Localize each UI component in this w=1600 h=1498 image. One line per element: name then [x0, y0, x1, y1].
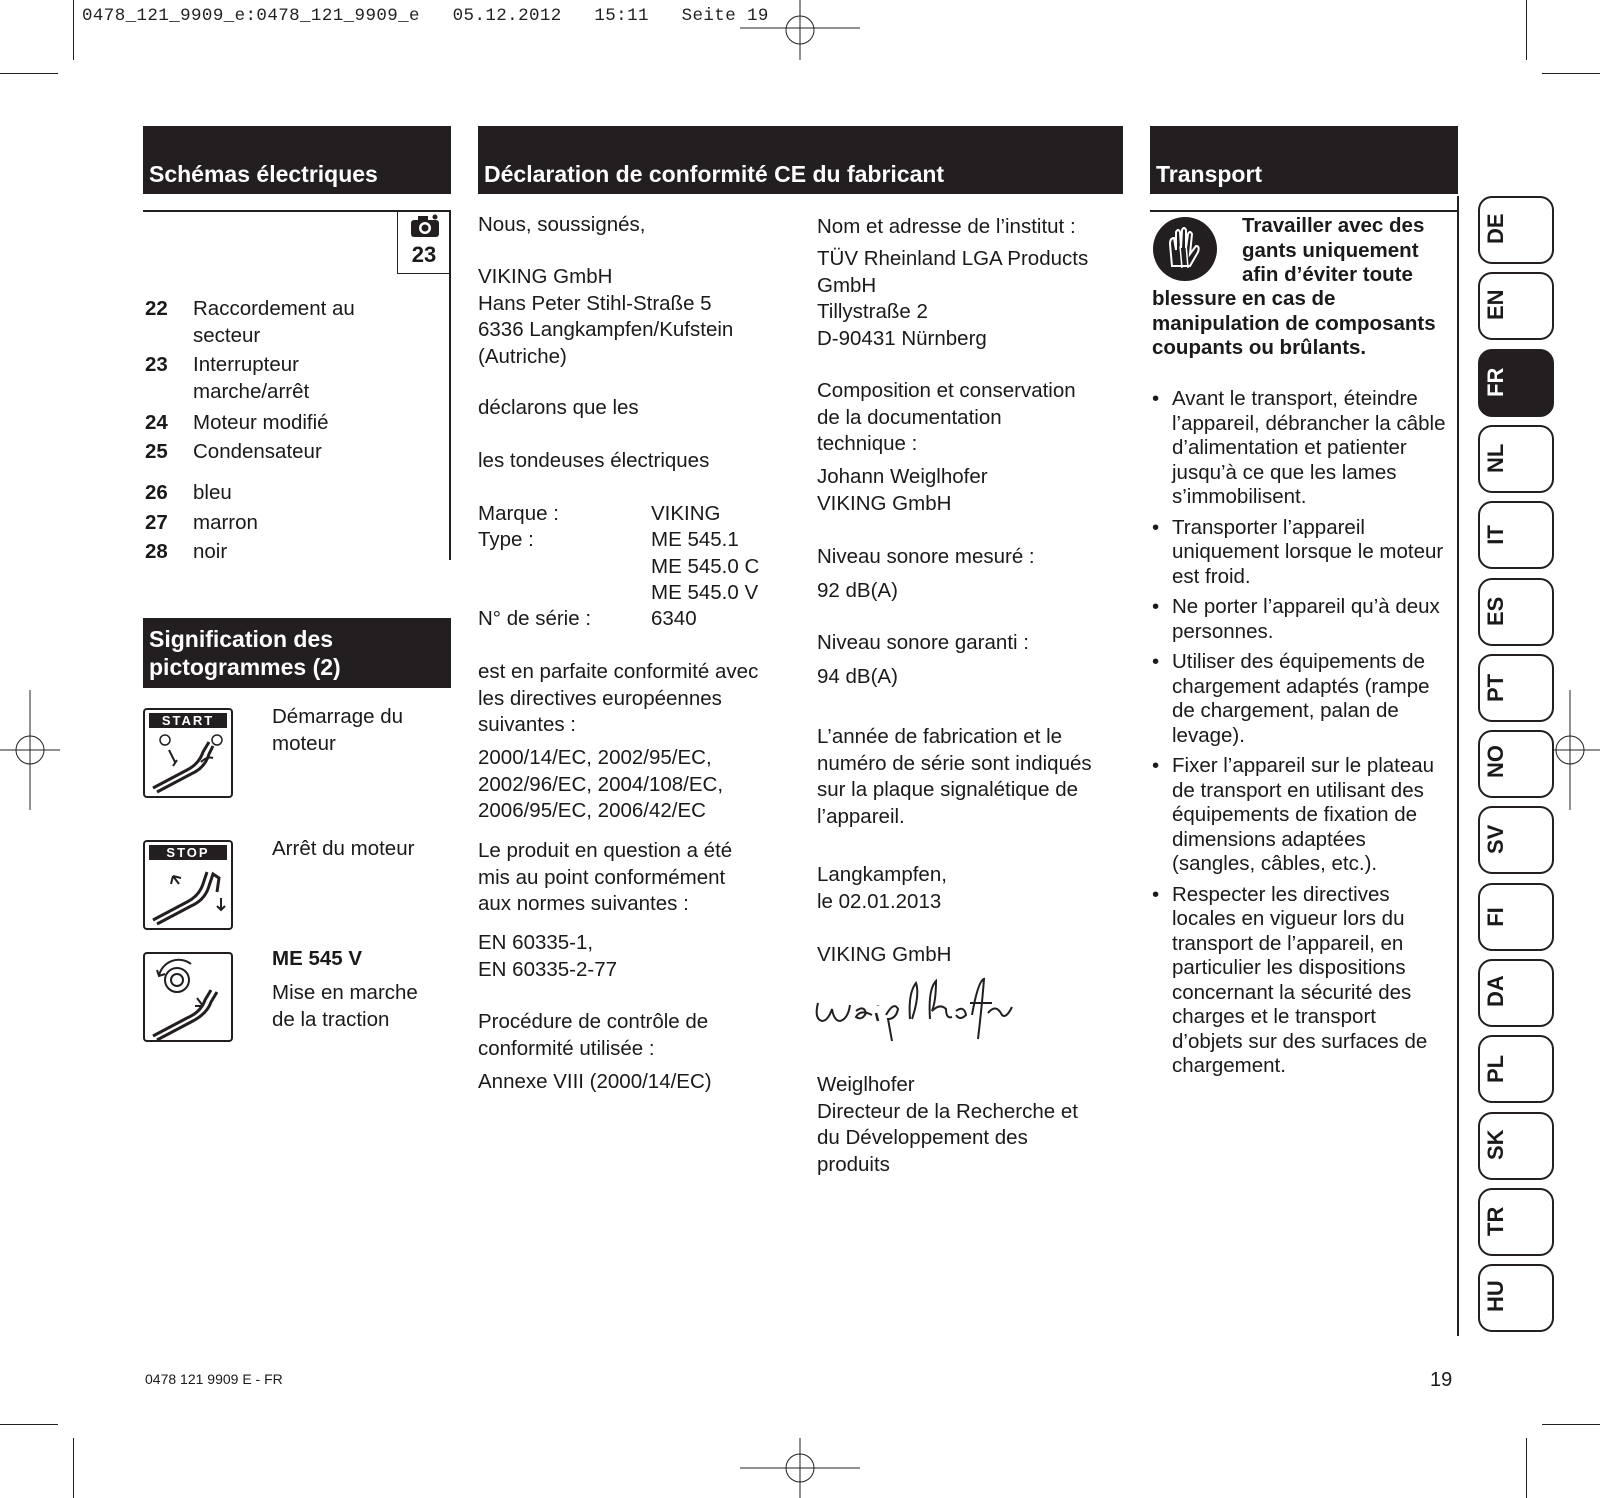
legend-number: 23 — [145, 353, 168, 376]
tab-tr[interactable] — [1478, 1188, 1554, 1256]
registration-mark-bottom — [740, 1438, 860, 1498]
pictogram-drive-text: Mise en marche de la traction — [272, 981, 418, 1031]
legend-item — [145, 296, 355, 349]
legend-label: marron — [193, 511, 258, 534]
signer-block: Weiglhofer Directeur de la Recherche et du Développement des produits — [817, 1073, 1078, 1176]
drive-engage-icon — [147, 956, 231, 1040]
transport-instruction: • Avant le transport, éteindre l’appareil, débrancher la câble d’alimentation et patienter jusqu’à ce que les lames s’immobilisent. — [1150, 387, 1450, 510]
legend-number: 27 — [145, 511, 168, 534]
registration-mark-left — [0, 690, 60, 810]
guaranteed-noise-label: Niveau sonore garanti : — [817, 631, 1029, 654]
legend-label: Interrupteur marche/arrêt — [193, 353, 310, 403]
tab-label: NO — [1483, 745, 1508, 779]
tab-hu[interactable] — [1478, 1264, 1554, 1332]
legend-label: noir — [193, 540, 228, 563]
legend-item — [145, 539, 227, 566]
transport-instruction: • Ne porter l’appareil qu’à deux personnes. — [1150, 595, 1450, 644]
institute-label: Nom et adresse de l’institut : — [817, 215, 1076, 238]
stop-badge: STOP — [149, 845, 227, 860]
legend-number: 22 — [145, 297, 168, 320]
standards-statement: Le produit en question a été mis au point conformément aux normes suivantes : — [478, 839, 733, 915]
transport-instruction: • Transporter l’appareil uniquement lorsque le moteur est froid. — [1150, 516, 1450, 590]
tab-label: IT — [1483, 525, 1508, 545]
transport-instructions-list — [1150, 387, 1450, 1085]
measured-noise-value: 92 dB(A) — [817, 579, 898, 602]
legend-number: 26 — [145, 481, 168, 504]
tab-en[interactable] — [1478, 272, 1554, 340]
tab-es[interactable] — [1478, 578, 1554, 646]
warning-text-top: Travailler avec des gants uniquement afin d’éviter toute — [1242, 214, 1425, 286]
pictogram-stop — [143, 840, 233, 930]
pictogram-start — [143, 708, 233, 798]
tab-no[interactable] — [1478, 730, 1554, 798]
legend-number: 25 — [145, 440, 168, 463]
manufacturer-address: VIKING GmbH Hans Peter Stihl-Straße 5 6336 Langkampfen/Kufstein (Autriche) — [478, 265, 734, 368]
legend-item — [145, 352, 309, 405]
gloves-icon — [1152, 216, 1218, 282]
camera-icon — [410, 214, 440, 238]
section-header-transport: Transport — [1150, 126, 1458, 194]
tabs-spine — [1457, 196, 1459, 1336]
start-badge: START — [149, 713, 227, 728]
procedure-value: Annexe VIII (2000/14/EC) — [478, 1070, 712, 1093]
legend-number: 28 — [145, 540, 168, 563]
directives-list: 2000/14/EC, 2002/95/EC, 2002/96/EC, 2004/108/EC, 2006/95/EC, 2006/42/EC — [478, 746, 724, 822]
tab-sv[interactable] — [1478, 806, 1554, 874]
tab-label: EN — [1483, 289, 1508, 321]
registration-mark-top — [740, 0, 860, 60]
section-header-schemas: Schémas électriques — [143, 126, 451, 194]
legend-item — [145, 510, 258, 537]
tab-label: DE — [1483, 213, 1508, 244]
print-header: 0478_121_9909_e:0478_121_9909_e 05.12.2012 15:11 Seite 19 — [82, 6, 769, 26]
tab-label: FR — [1483, 367, 1508, 397]
year-serial-note: L’année de fabrication et le numéro de série sont indiqués sur la plaque signalétique de l’appareil. — [817, 725, 1092, 828]
serial-label: N° de série : — [478, 607, 592, 630]
tab-sk[interactable] — [1478, 1112, 1554, 1180]
legend-label: bleu — [193, 481, 232, 504]
stop-engine-icon — [147, 862, 231, 926]
company-name: VIKING GmbH — [817, 943, 952, 966]
procedure-label: Procédure de contrôle de conformité utilisée : — [478, 1010, 709, 1060]
transport-instruction: • Fixer l’appareil sur le plateau de transport en utilisant des équipements de fixation de dimensions adaptées (sangles, câbles, etc.). — [1150, 754, 1450, 877]
page-number: 19 — [1430, 1369, 1453, 1391]
pictogram-drive-title: ME 545 V — [272, 947, 363, 970]
pictogram-stop-text: Arrêt du moteur — [272, 837, 415, 860]
legend-item — [145, 439, 322, 466]
tab-label: TR — [1483, 1206, 1508, 1236]
tab-de[interactable] — [1478, 196, 1554, 264]
type-label: Type : — [478, 528, 534, 551]
tab-label: ES — [1483, 596, 1508, 626]
section-header-declaration: Déclaration de conformité CE du fabricant — [478, 126, 1123, 194]
tab-nl[interactable] — [1478, 425, 1554, 493]
tab-fr[interactable] — [1478, 349, 1554, 417]
legend-label: Raccordement au secteur — [193, 297, 355, 347]
tab-it[interactable] — [1478, 501, 1554, 569]
legend-item — [145, 410, 329, 437]
declaration-intro: Nous, soussignés, — [478, 213, 646, 236]
tab-pt[interactable] — [1478, 654, 1554, 722]
tab-label: DA — [1483, 975, 1508, 1007]
standards-list: EN 60335-1, EN 60335-2-77 — [478, 931, 618, 981]
legend-item — [145, 480, 232, 507]
tab-label: SK — [1483, 1129, 1508, 1160]
transport-instruction: • Respecter les directives locales en vigueur lors du transport de l’appareil, en particulier les dispositions concernant la sécurité des charges et le transport d’objets sur des surfaces de chargement. — [1150, 883, 1450, 1079]
legend-number: 24 — [145, 411, 168, 434]
tab-label: NL — [1483, 443, 1508, 473]
warning-text-bottom: blessure en cas de manipulation de composants coupants ou brûlants. — [1152, 287, 1436, 359]
pictogram-start-text: Démarrage du moteur — [272, 705, 404, 755]
brand-label: Marque : — [478, 502, 559, 525]
place-date: Langkampfen, le 02.01.2013 — [817, 863, 947, 913]
tab-label: FI — [1483, 906, 1508, 927]
signature — [812, 975, 1022, 1045]
figure-box — [397, 210, 449, 274]
transport-instruction: • Utiliser des équipements de chargement adaptés (rampe de chargement, palan de levage). — [1150, 650, 1450, 748]
guaranteed-noise-value: 94 dB(A) — [817, 665, 898, 688]
divider — [1150, 210, 1458, 212]
serial-value: 6340 — [651, 607, 697, 630]
tab-da[interactable] — [1478, 959, 1554, 1027]
declaration-statement: déclarons que les — [478, 396, 639, 419]
tab-label: PT — [1483, 673, 1508, 702]
start-engine-icon — [147, 730, 231, 794]
conformity-statement: est en parfaite conformité avec les directives européennes suivantes : — [478, 660, 759, 736]
documentation-value: Johann Weiglhofer VIKING GmbH — [817, 465, 988, 515]
document-code: 0478 121 9909 E - FR — [145, 1371, 283, 1387]
tab-label: HU — [1483, 1280, 1508, 1313]
legend-label: Condensateur — [193, 440, 322, 463]
documentation-label: Composition et conservation de la documentation technique : — [817, 379, 1076, 455]
measured-noise-label: Niveau sonore mesuré : — [817, 545, 1035, 568]
brand-value: VIKING — [651, 502, 721, 525]
pictogram-drive — [143, 952, 233, 1042]
institute-address: TÜV Rheinland LGA Products GmbH Tillystraße 2 D-90431 Nürnberg — [817, 247, 1089, 350]
section-header-pictogrammes: Signification des pictogrammes (2) — [143, 618, 451, 688]
figure-number: 23 — [411, 242, 437, 267]
tab-pl[interactable] — [1478, 1035, 1554, 1103]
tab-label: SV — [1483, 825, 1508, 855]
product-type: les tondeuses électriques — [478, 449, 710, 472]
tab-fi[interactable] — [1478, 883, 1554, 951]
type-values: ME 545.1 ME 545.0 C ME 545.0 V — [651, 528, 760, 604]
legend-label: Moteur modifié — [193, 411, 329, 434]
tab-label: PL — [1483, 1055, 1508, 1084]
